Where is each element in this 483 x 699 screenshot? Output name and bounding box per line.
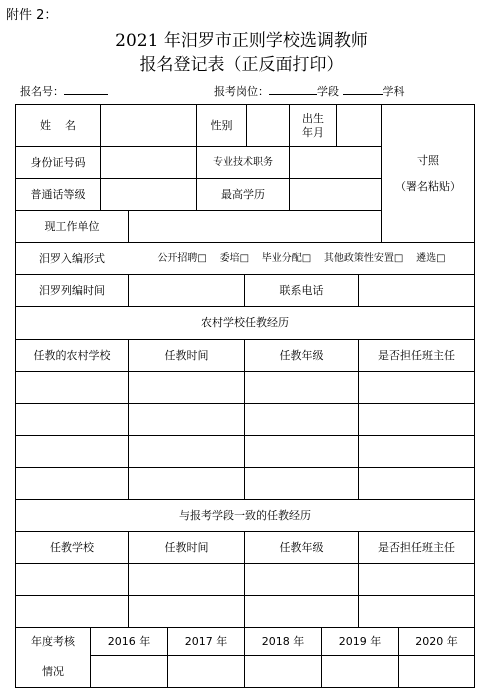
rural-header-time: 任教时间	[164, 348, 209, 362]
workplace-label: 现工作单位	[44, 219, 100, 233]
stage-label: 学段	[317, 85, 339, 98]
matching-row[interactable]	[16, 564, 474, 595]
birth-input[interactable]	[337, 105, 381, 146]
mandarin-level-input[interactable]	[101, 179, 196, 210]
rural-row[interactable]	[16, 468, 474, 499]
matching-header-school: 任教学校	[50, 540, 94, 554]
entry-form-label: 汨罗入编形式	[39, 251, 105, 265]
entry-time-label: 汨罗列编时间	[39, 283, 105, 297]
year-2017-result[interactable]	[168, 656, 244, 687]
applied-post-label: 报考岗位：	[214, 85, 269, 98]
year-2017-header: 2017 年	[184, 634, 228, 648]
gender-input[interactable]	[247, 105, 289, 146]
attachment-label: 附件 2：	[6, 8, 58, 23]
registration-number-label: 报名号：	[20, 85, 64, 98]
birth-label: 出生 年月	[302, 111, 324, 139]
year-2018-result[interactable]	[245, 656, 321, 687]
year-2016-result[interactable]	[91, 656, 167, 687]
entry-time-input[interactable]	[129, 275, 244, 306]
rural-header-head-teacher: 是否担任班主任	[378, 348, 455, 362]
year-2018-header: 2018 年	[261, 634, 305, 648]
photo-note: （署名粘贴）	[395, 179, 461, 193]
matching-header-time: 任教时间	[164, 540, 209, 554]
matching-section-title: 与报考学段一致的任教经历	[179, 508, 311, 522]
rural-row[interactable]	[16, 372, 474, 403]
year-2020-header: 2020 年	[415, 634, 458, 648]
year-2019-header: 2019 年	[338, 634, 382, 648]
id-number-input[interactable]	[101, 147, 196, 178]
matching-header-head-teacher: 是否担任班主任	[378, 540, 455, 554]
name-label: 姓 名	[40, 118, 76, 132]
gender-label: 性别	[210, 118, 233, 132]
entry-form-options[interactable]: 公开招聘□ 委培□ 毕业分配□ 其他政策性安置□ 遴选□	[157, 252, 446, 264]
rural-header-school: 任教的农村学校	[33, 348, 111, 362]
workplace-input[interactable]	[129, 211, 381, 242]
contact-phone-label: 联系电话	[279, 283, 324, 297]
annual-assessment-label: 年度考核	[31, 635, 75, 648]
photo-box[interactable]	[382, 105, 474, 242]
contact-phone-input[interactable]	[359, 275, 474, 306]
rural-header-grade: 任教年级	[279, 348, 324, 362]
highest-education-input[interactable]	[290, 179, 381, 210]
professional-title-label: 专业技术职务	[213, 156, 273, 168]
matching-row[interactable]	[16, 596, 474, 627]
year-2019-result[interactable]	[322, 656, 398, 687]
highest-education-label: 最高学历	[221, 187, 265, 201]
name-input[interactable]	[101, 105, 196, 146]
rural-section-title: 农村学校任教经历	[201, 316, 289, 329]
photo-label: 寸照	[417, 153, 439, 167]
year-2016-header: 2016 年	[107, 634, 151, 648]
form-title-line2: 报名登记表（正反面打印）	[139, 55, 344, 75]
matching-header-grade: 任教年级	[279, 540, 324, 554]
rural-row[interactable]	[16, 436, 474, 467]
annual-assessment-label-2: 情况	[42, 664, 64, 678]
mandarin-level-label: 普通话等级	[30, 187, 86, 201]
professional-title-input[interactable]	[290, 147, 381, 178]
id-number-label: 身份证号码	[30, 155, 86, 169]
year-2020-result[interactable]	[399, 656, 474, 687]
subject-label: 学科	[382, 85, 405, 98]
form-title-line1: 2021 年汨罗市正则学校选调教师	[115, 31, 368, 51]
rural-row[interactable]	[16, 404, 474, 435]
